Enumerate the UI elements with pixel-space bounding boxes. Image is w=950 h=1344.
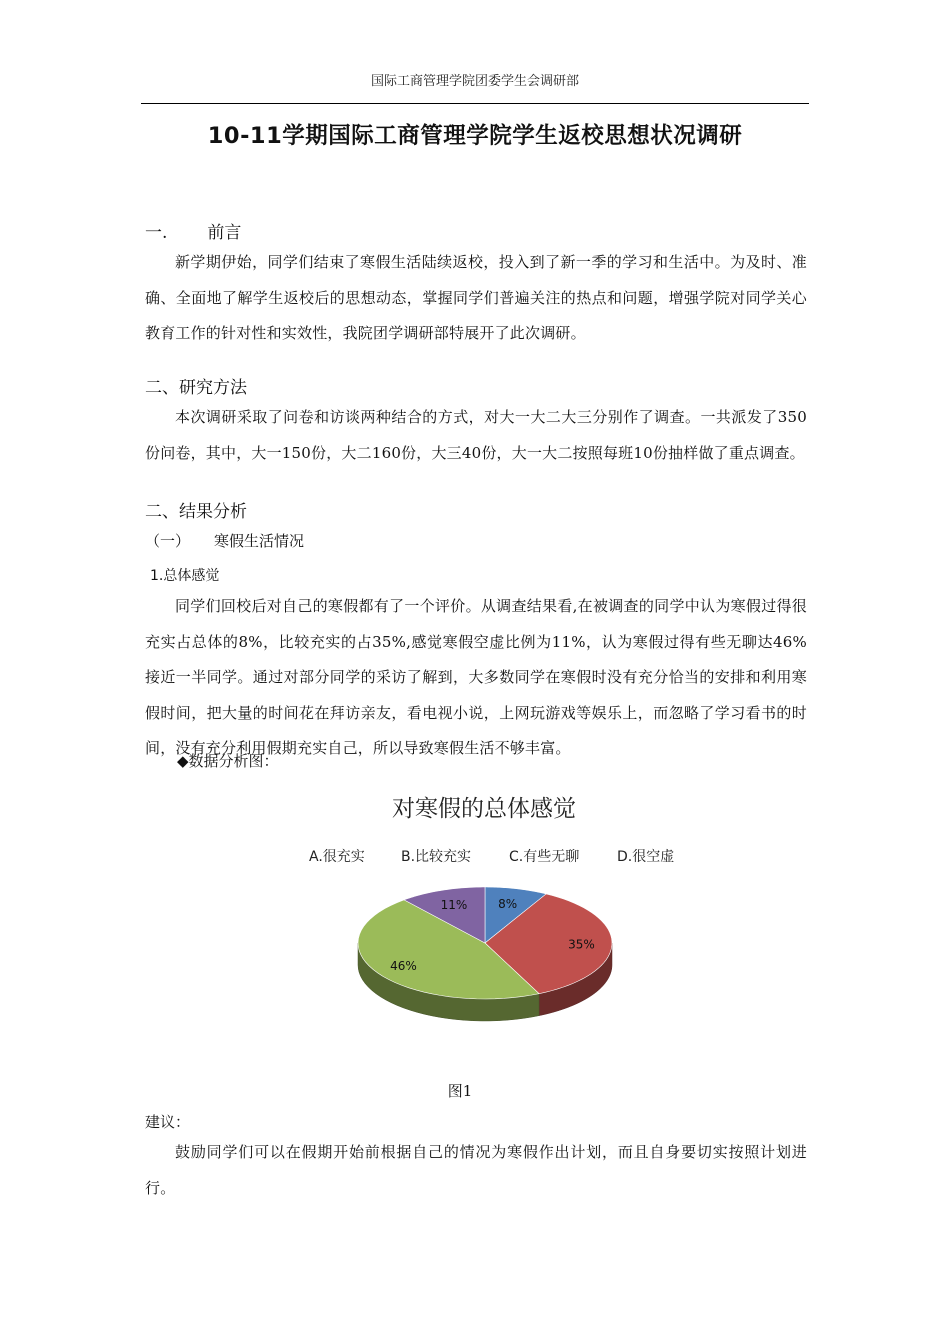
legend-item-d: D.很空虚	[617, 849, 675, 865]
subsection-heading	[145, 530, 304, 551]
legend-item-b: B.比较充实	[401, 849, 472, 865]
item-heading: 1.总体感觉	[150, 568, 220, 584]
pie-label-1: 35%	[568, 937, 595, 952]
pie-chart	[340, 875, 630, 1050]
chart-title: 对寒假的总体感觉	[392, 796, 576, 822]
chart-intro: ◆数据分析图：	[177, 752, 279, 770]
section-preface-title: 前言	[207, 223, 242, 243]
pie-label-2: 46%	[390, 958, 417, 973]
pie-label-3: 11%	[440, 898, 468, 913]
suggestion-label: 建议：	[145, 1113, 191, 1131]
page-header: 国际工商管理学院团委学生会调研部	[370, 74, 579, 89]
section-preface-number: 一.	[145, 223, 168, 243]
subsection-title: 寒假生活情况	[214, 532, 305, 550]
section-results-body: 同学们回校后对自己的寒假都有了一个评价。从调查结果看,在被调查的同学中认为寒假过得很充实占总体的8%，比较充实的占35%,感觉寒假空虚比例为11%，认为寒假过得有些无聊达46%接近一半同学。通过对部分同学的采访了解到，大多数同学在寒假时没有充分恰当的安排和利用寒假时间，把大量的时间花在拜访亲友，看电视小说，上网玩游戏等娱乐上，而忽略了学习看书的时间，没有充分利用假期充实自己，所以导致寒假生活不够丰富。	[145, 597, 807, 757]
section-method-heading: 二、研究方法	[145, 378, 247, 398]
suggestion-body: 鼓励同学们可以在假期开始前根据自己的情况为寒假作出计划，而且自身要切实按照计划进行。	[145, 1143, 807, 1197]
legend-item-c: C.有些无聊	[509, 849, 580, 865]
section-results-heading: 二、结果分析	[145, 502, 247, 522]
subsection-number: （一）	[145, 532, 191, 550]
section-preface-body: 新学期伊始，同学们结束了寒假生活陆续返校，投入到了新一季的学习和生活中。为及时、准确、全面地了解学生返校后的思想动态，掌握同学们普遍关注的热点和问题，增强学院对同学关心教育工作的针对性和实效性，我院团学调研部特展开了此次调研。	[145, 253, 807, 342]
header-rule	[141, 103, 809, 104]
document-title: 10-11学期国际工商管理学院学生返校思想状况调研	[207, 123, 743, 149]
figure-caption: 图1	[447, 1082, 473, 1100]
section-method-body: 本次调研采取了问卷和访谈两种结合的方式，对大一大二大三分别作了调查。一共派发了350份问卷，其中，大一150份，大二160份，大三40份，大一大二按照每班10份抽样做了重点调查。	[145, 408, 807, 462]
legend-item-a: A.很充实	[309, 849, 365, 865]
section-preface-heading	[145, 218, 241, 243]
pie-label-0: 8%	[498, 896, 518, 911]
